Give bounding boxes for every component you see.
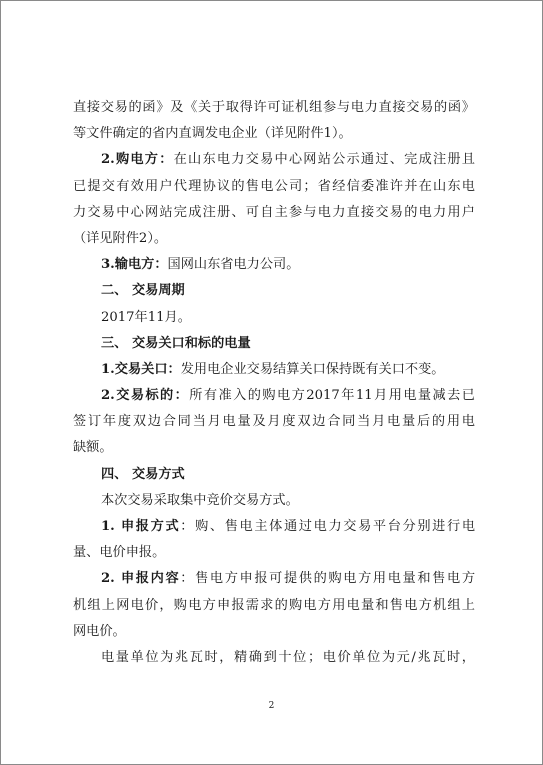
item-label-purchaser: 2.购电方： <box>101 152 174 168</box>
text-line <box>73 409 475 435</box>
item-label-gateway: 1.交易关口： <box>101 361 181 377</box>
section-heading-period <box>73 278 475 304</box>
text-line-declare-content <box>73 566 475 592</box>
line-text: 签订年度双边合同当月电量及月度双边合同当月电量后的用电 <box>73 414 475 430</box>
line-text: 所有准入的购电方2017年11月用电量减去已 <box>189 388 475 404</box>
text-line-declare-method <box>73 514 475 540</box>
line-text: 在山东电力交易中心网站公示通过、完成注册且 <box>173 152 475 168</box>
text-line <box>73 645 475 671</box>
line-text: （详见附件2）。 <box>73 230 168 246</box>
page-number: 2 <box>268 701 275 711</box>
line-text: 机组上网电价，购电方申报需求的购电方用电量和售电方机组上 <box>73 597 475 613</box>
line-text: ：购、售电主体通过电力交易平台分别进行电 <box>180 519 475 534</box>
line-text: 电量单位为兆瓦时，精确到十位；电价单位为元/兆瓦时， <box>101 649 475 665</box>
line-text: 国网山东省电力公司。 <box>167 257 300 273</box>
section-heading-method <box>73 462 475 488</box>
heading-text: 二、 交易周期 <box>101 283 185 299</box>
text-line <box>73 174 475 200</box>
line-text: 2017年11月。 <box>101 309 191 325</box>
item-label-declare-method: 1. 申报方式 <box>101 519 181 534</box>
text-line <box>73 95 475 121</box>
text-line-gateway <box>73 357 475 383</box>
line-text: 等文件确定的省内直调发电企业（详见附件1）。 <box>73 126 352 142</box>
text-line <box>73 305 475 331</box>
heading-text: 三、 交易关口和标的电量 <box>101 335 251 351</box>
text-line <box>73 200 475 226</box>
text-line <box>73 121 475 147</box>
line-text: 量、电价申报。 <box>73 545 166 561</box>
text-line-transmitter <box>73 252 475 278</box>
text-line <box>73 540 475 566</box>
line-text: 本次交易采取集中竞价交易方式。 <box>101 492 299 508</box>
line-text: 发用电企业交易结算关口保持既有关口不变。 <box>180 361 445 377</box>
text-line <box>73 226 475 252</box>
text-line-target <box>73 383 475 409</box>
text-line <box>73 435 475 461</box>
item-label-transmitter: 3.输电方： <box>101 257 168 273</box>
line-text: 直接交易的函》及《关于取得许可证机组参与电力直接交易的函》 <box>73 100 475 115</box>
text-line <box>73 593 475 619</box>
text-line <box>73 488 475 514</box>
line-text: 力交易中心网站完成注册、可自主参与电力直接交易的电力用户 <box>73 204 475 220</box>
text-line-purchaser <box>73 147 475 173</box>
document-body <box>73 95 475 671</box>
text-line <box>73 619 475 645</box>
line-text: 网电价。 <box>73 623 126 639</box>
line-text: ：售电方申报可提供的购电方用电量和售电方 <box>180 571 475 587</box>
item-label-target: 2.交易标的： <box>101 388 190 404</box>
section-heading-gateway <box>73 331 475 357</box>
line-text: 缺额。 <box>73 440 113 456</box>
item-label-declare-content: 2. 申报内容 <box>101 571 181 587</box>
line-text: 已提交有效用户代理协议的售电公司；省经信委准许并在山东电 <box>73 178 475 194</box>
heading-text: 四、 交易方式 <box>101 466 185 482</box>
